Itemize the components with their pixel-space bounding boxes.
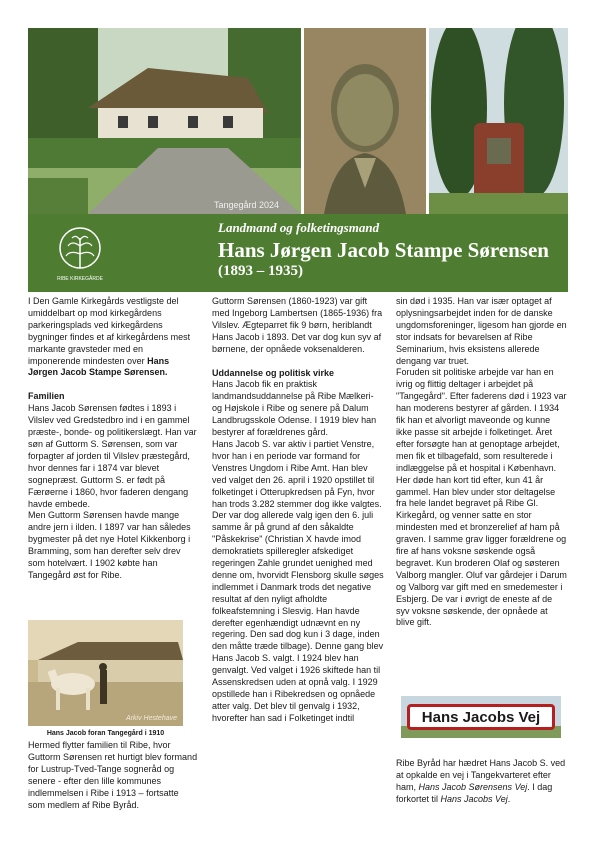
death-paragraph: sin død i 1935. Han var især optaget af oplysningsarbejdet inden for de danske ungdomsforeninger, ligesom han gjorde en stor indsats for bevarelsen af Ribe Seminarium, hvis eksistens allerede dengang var truet. bbox=[396, 296, 567, 366]
politics-paragraph: Hans Jacob S. var aktiv i partiet Venstre, hvor han i en periode var formand for Venstres Ungdom i Ribe Amt. Han blev ved valget den 26. april i 1920 opstillet til folketinget i Otterupkredsen på Fyn, hvor han trods 3.282 stemmer dog ikke valgtes. Der var dog allerede valg igen den 6. juli samme år på grund af den såkaldte "Påskekrise" (Christian X havde imod demokratiets spilleregler afskediget regeringen Zahle grundet uenighed med denne om, hvorvidt Flensborg skulle søges indlemmet i Danmark trods det negative resultat af den nyligt afholdte folkeafstemning i Slesvig. Han havde derefter egenhændigt udnævnt en ny regering. Den sad dog kun i 3 dage, inden den måtte træde tilbage). Denne gang blev Hans Jacob S. valgt. I 1924 blev han genvalgt. Ved valget i 1926 skiftede han til Assenskredsen uden at opnå valg. I 1929 opstillede han i Ribekredsen og opnåede atter valg. Det blev til genvalg i 1932, hvorefter han sad i Folketinget indtil bbox=[212, 438, 384, 723]
street-short-name: Hans Jacobs Vej bbox=[440, 793, 508, 804]
street-text-2: . I dag forkortet til bbox=[396, 781, 553, 804]
farm-paragraph: Foruden sit politiske arbejde var han en ivrig og flittig deltager i arbejdet på "Tangegård". Efter faderens død i 1923 var han moderens bestyrer af gården. I 1934 fik han et alvorligt maveonde og kunne ikke passe sit arbejde i folketinget. Året efter forsøgte han at genoptage arbejdet, men fik et tilbagefald, som resulterede i indlæggelse på et hospital i København. bbox=[396, 367, 567, 473]
street-sign: Hans Jacobs Vej bbox=[407, 704, 555, 730]
column-2 bbox=[212, 296, 384, 725]
banner-years: (1893 – 1935) bbox=[218, 263, 303, 279]
heading-education: Uddannelse og politisk virke bbox=[212, 367, 335, 378]
heading-family: Familien bbox=[28, 391, 65, 402]
intro-text: I Den Gamle Kirkegårds vestligste del umiddelbart op mod kirkegårdens parkeringsplads ved kirkegårdens bygninger findes et af kirkegårdens mest markante gravsteder med en imponerende mindesten over bbox=[28, 296, 191, 366]
column-3-end bbox=[396, 758, 568, 806]
photo-horse bbox=[28, 620, 183, 726]
svg-text:RIBE KIRKEGÅRDE: RIBE KIRKEGÅRDE bbox=[57, 276, 103, 282]
photo-bronze-relief bbox=[304, 28, 426, 214]
banner-subtitle: Landmand og folketingsmand bbox=[218, 220, 380, 235]
horse-caption: Hans Jacob foran Tangegård i 1910 bbox=[46, 730, 165, 737]
ribe-kirkegaarde-logo bbox=[56, 224, 104, 284]
education-paragraph: Hans Jacob fik en praktisk landmandsuddannelse på Ribe Mælkeri- og Højskole i Ribe og senere på Dalum Landbrugsskole Odense. I 1919 blev han bestyrer af forældrenes gård. bbox=[212, 379, 377, 438]
street-sign-photo bbox=[401, 696, 561, 738]
move-paragraph: Hermed flytter familien til Ribe, hvor Guttorm Sørensen ret hurtigt blev formand for Lustrup-Tved-Tange sogneråd og senere - efter den lille kommunes indlemmelsen i Ribe i 1913 – fortsatte som medlem af Ribe Byråd. bbox=[28, 740, 198, 810]
photo-caption: Tangegård 2024 bbox=[214, 200, 280, 210]
column-1 bbox=[28, 296, 198, 582]
page-title: Hans Jørgen Jacob Stampe Sørensen bbox=[218, 238, 549, 262]
burial-paragraph: Her døde han kort tid efter, kun 41 år gammel. Han blev under stor deltagelse fra hele landet begravet på Ribe Gl. Kirkegård, og venner satte en stor mindesten med et bronzerelief af ham på graven. I samme grav ligger forældrene og fire af hans voksne søskende også begravet. Kun broderen Olaf og søsteren Valborg mangler. Oluf var gårdejer i Darum og Valborg var gift med en smedemester i Esbjerg. De var i øvrigt de eneste af de syv voksne søskende, der opnåede at blive gift. bbox=[396, 474, 567, 628]
photo-memorial-stone bbox=[429, 28, 568, 214]
header-photos bbox=[28, 28, 568, 214]
column-1-after-photo bbox=[28, 740, 198, 811]
photo-tangegaard bbox=[28, 28, 301, 214]
street-text-3: . bbox=[507, 793, 511, 804]
column-3 bbox=[396, 296, 568, 629]
street-paragraph bbox=[396, 758, 568, 806]
horse-photo-credit: Arkiv Hestehave bbox=[126, 715, 177, 722]
street-full-name: Hans Jacob Sørensens Vej bbox=[418, 781, 528, 792]
intro-name: Hans Jørgen Jacob Stampe Sørensen. bbox=[28, 355, 170, 378]
family-paragraph-2: Men Guttorm Sørensen havde mange andre jern i ilden. I 1897 var han således bygmester på det nye Hotel Kikkenborg i Bramming, som han derefter selv drev som hotelvært. I 1902 købte han Tangegård øst for Ribe. bbox=[28, 510, 191, 580]
intro-paragraph bbox=[28, 296, 198, 379]
street-text: Ribe Byråd har hædret Hans Jacob S. ved at opkalde en vej i Tangekvarteret efter ham, bbox=[396, 758, 566, 792]
title-banner bbox=[28, 214, 568, 292]
family-paragraph: Hans Jacob Sørensen fødtes i 1893 i Vilslev ved Gredstedbro ind i en gammel præste-, bonde- og politikerslægt. Han var søn af Guttorm S. Sørensen, som var forpagter af jorden til Vilslev præstegård, hvor dennes far i 1874 var blevet sognepræst. Guttorm S. er født på Færøerne i 1860, hvor faderen dengang havde embede. bbox=[28, 403, 197, 509]
parents-paragraph: Guttorm Sørensen (1860-1923) var gift med Ingeborg Lambertsen (1865-1936) fra Vilslev. Ægteparret fik 9 børn, heriblandt Hans Jacob i 1893. Det var dog kun syv af børnene, der opnåede voksenalderen. bbox=[212, 296, 383, 354]
